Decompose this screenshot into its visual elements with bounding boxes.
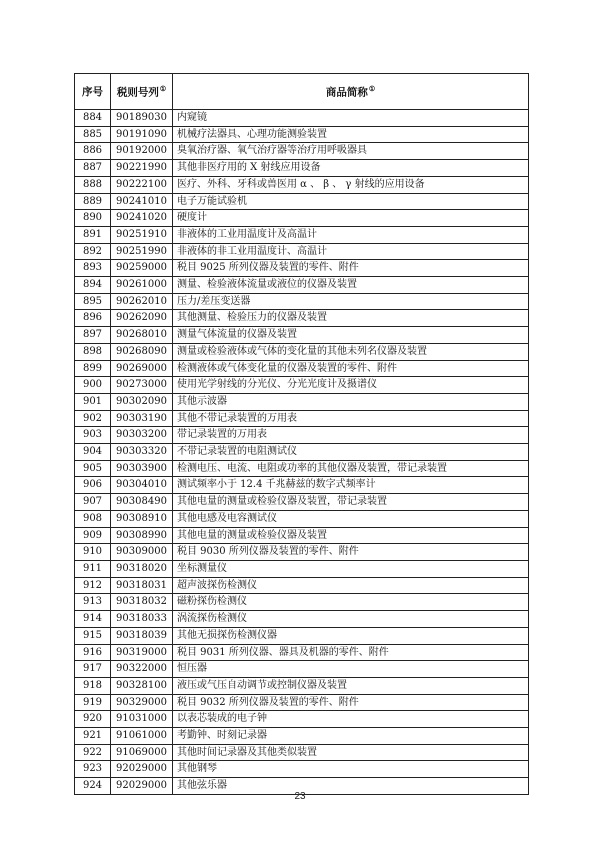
table-row (75, 611, 529, 628)
row-name-cell: 考勤钟、时刻记录器 (173, 728, 529, 745)
table-row (75, 126, 529, 143)
row-name-cell: 超声波探伤检测仪 (173, 577, 529, 594)
table-row (75, 728, 529, 745)
table-row (75, 110, 529, 127)
table-row (75, 711, 529, 728)
table-row (75, 360, 529, 377)
table-row (75, 677, 529, 694)
row-seq-cell: 888 (75, 176, 111, 193)
header-code-label: 税则号列 (116, 86, 159, 99)
row-name-cell: 压力/差压变送器 (173, 293, 529, 310)
row-code-cell: 90262090 (111, 310, 173, 327)
row-name-cell: 坐标测量仪 (173, 560, 529, 577)
row-code-cell: 92029000 (111, 778, 173, 795)
row-name-cell: 机械疗法器具、心理功能测验装置 (173, 126, 529, 143)
table-row (75, 661, 529, 678)
table-header-row (75, 74, 529, 110)
row-seq-cell: 921 (75, 728, 111, 745)
table-row (75, 143, 529, 160)
row-name-cell: 其他电量的测量或检验仪器及装置 (173, 527, 529, 544)
row-code-cell: 90303320 (111, 444, 173, 461)
row-code-cell: 90318020 (111, 560, 173, 577)
row-code-cell: 90189030 (111, 110, 173, 127)
row-seq-cell: 892 (75, 243, 111, 260)
table-row (75, 544, 529, 561)
row-seq-cell: 898 (75, 343, 111, 360)
row-code-cell: 90269000 (111, 360, 173, 377)
table-row (75, 761, 529, 778)
table-row (75, 176, 529, 193)
row-code-cell: 92029000 (111, 761, 173, 778)
row-name-cell: 其他时间记录器及其他类似装置 (173, 744, 529, 761)
row-seq-cell: 919 (75, 694, 111, 711)
row-code-cell: 90308990 (111, 527, 173, 544)
footnote-marker: ① (159, 83, 167, 93)
row-seq-cell: 913 (75, 594, 111, 611)
table-row (75, 377, 529, 394)
row-name-cell: 臭氧治疗器、氧气治疗器等治疗用呼吸器具 (173, 143, 529, 160)
row-code-cell: 91031000 (111, 711, 173, 728)
row-code-cell: 90221990 (111, 160, 173, 177)
row-code-cell: 90192000 (111, 143, 173, 160)
table-row (75, 510, 529, 527)
row-code-cell: 90304010 (111, 477, 173, 494)
row-seq-cell: 908 (75, 510, 111, 527)
row-seq-cell: 923 (75, 761, 111, 778)
table-row (75, 627, 529, 644)
table-row (75, 310, 529, 327)
page-number: 23 (294, 791, 306, 802)
row-seq-cell: 920 (75, 711, 111, 728)
table-row (75, 293, 529, 310)
table-row (75, 410, 529, 427)
table-row (75, 226, 529, 243)
row-name-cell: 以表芯装成的电子钟 (173, 711, 529, 728)
row-name-cell: 测量或检验液体或气体的变化量的其他未列名仪器及装置 (173, 343, 529, 360)
row-code-cell: 90319000 (111, 644, 173, 661)
table-row (75, 327, 529, 344)
header-seq-label: 序号 (82, 86, 103, 98)
row-seq-cell: 914 (75, 611, 111, 628)
header-seq (75, 74, 111, 110)
table-row (75, 527, 529, 544)
row-seq-cell: 915 (75, 627, 111, 644)
table-row (75, 494, 529, 511)
row-code-cell: 90191090 (111, 126, 173, 143)
header-name (173, 74, 529, 110)
table-row (75, 744, 529, 761)
row-name-cell: 其他无损探伤检测仪器 (173, 627, 529, 644)
row-code-cell: 90261000 (111, 277, 173, 294)
header-code (111, 74, 173, 110)
table-row (75, 477, 529, 494)
row-name-cell: 测量气体流量的仪器及装置 (173, 327, 529, 344)
row-code-cell: 90241020 (111, 210, 173, 227)
row-seq-cell: 886 (75, 143, 111, 160)
row-seq-cell: 909 (75, 527, 111, 544)
table-row (75, 560, 529, 577)
row-seq-cell: 896 (75, 310, 111, 327)
table-row (75, 644, 529, 661)
row-code-cell: 90273000 (111, 377, 173, 394)
table-row (75, 160, 529, 177)
row-code-cell: 90251910 (111, 226, 173, 243)
row-seq-cell: 897 (75, 327, 111, 344)
row-seq-cell: 902 (75, 410, 111, 427)
header-name-label: 商品简称 (325, 86, 368, 99)
table-row (75, 193, 529, 210)
row-code-cell: 90222100 (111, 176, 173, 193)
table-row (75, 427, 529, 444)
row-code-cell: 90303900 (111, 460, 173, 477)
row-name-cell: 非液体的工业用温度计及高温计 (173, 226, 529, 243)
row-seq-cell: 906 (75, 477, 111, 494)
table-row (75, 444, 529, 461)
row-seq-cell: 910 (75, 544, 111, 561)
row-seq-cell: 924 (75, 778, 111, 795)
row-code-cell: 90328100 (111, 677, 173, 694)
row-code-cell: 90318032 (111, 594, 173, 611)
row-seq-cell: 922 (75, 744, 111, 761)
row-code-cell: 90303190 (111, 410, 173, 427)
row-name-cell: 其他非医疗用的 X 射线应用设备 (173, 160, 529, 177)
row-name-cell: 电子万能试验机 (173, 193, 529, 210)
row-code-cell: 90303200 (111, 427, 173, 444)
footnote-marker: ① (368, 83, 376, 93)
row-name-cell: 使用光学射线的分光仪、分光光度计及摄谱仪 (173, 377, 529, 394)
table-body (75, 110, 529, 795)
row-seq-cell: 894 (75, 277, 111, 294)
row-code-cell: 90309000 (111, 544, 173, 561)
row-name-cell: 带记录装置的万用表 (173, 427, 529, 444)
row-name-cell: 涡流探伤检测仪 (173, 611, 529, 628)
row-name-cell: 液压或气压自动调节或控制仪器及装置 (173, 677, 529, 694)
row-code-cell: 91069000 (111, 744, 173, 761)
row-name-cell: 检测液体或气体变化量的仪器及装置的零件、附件 (173, 360, 529, 377)
row-name-cell: 其他示波器 (173, 393, 529, 410)
table-row (75, 210, 529, 227)
table-row (75, 577, 529, 594)
row-seq-cell: 911 (75, 560, 111, 577)
row-code-cell: 90259000 (111, 260, 173, 277)
row-seq-cell: 900 (75, 377, 111, 394)
row-name-cell: 税目 9031 所列仪器、器具及机器的零件、附件 (173, 644, 529, 661)
row-code-cell: 90322000 (111, 661, 173, 678)
table-row (75, 594, 529, 611)
row-seq-cell: 893 (75, 260, 111, 277)
row-seq-cell: 916 (75, 644, 111, 661)
row-code-cell: 90268010 (111, 327, 173, 344)
row-seq-cell: 912 (75, 577, 111, 594)
row-seq-cell: 918 (75, 677, 111, 694)
row-name-cell: 其他钢琴 (173, 761, 529, 778)
table-row (75, 343, 529, 360)
row-code-cell: 90262010 (111, 293, 173, 310)
row-seq-cell: 887 (75, 160, 111, 177)
row-name-cell: 测试频率小于 12.4 千兆赫兹的数字式频率计 (173, 477, 529, 494)
row-name-cell: 硬度计 (173, 210, 529, 227)
row-name-cell: 税目 9025 所列仪器及装置的零件、附件 (173, 260, 529, 277)
table-row (75, 393, 529, 410)
table-row (75, 277, 529, 294)
row-name-cell: 不带记录装置的电阻测试仪 (173, 444, 529, 461)
row-seq-cell: 890 (75, 210, 111, 227)
row-seq-cell: 905 (75, 460, 111, 477)
row-name-cell: 非液体的非工业用温度计、高温计 (173, 243, 529, 260)
row-name-cell: 其他电量的测量或检验仪器及装置，带记录装置 (173, 494, 529, 511)
row-seq-cell: 901 (75, 393, 111, 410)
table-row (75, 460, 529, 477)
row-name-cell: 税目 9030 所列仪器及装置的零件、附件 (173, 544, 529, 561)
row-code-cell: 90329000 (111, 694, 173, 711)
row-name-cell: 税目 9032 所列仪器及装置的零件、附件 (173, 694, 529, 711)
row-code-cell: 91061000 (111, 728, 173, 745)
row-seq-cell: 899 (75, 360, 111, 377)
row-seq-cell: 907 (75, 494, 111, 511)
row-name-cell: 内窥镜 (173, 110, 529, 127)
row-code-cell: 90241010 (111, 193, 173, 210)
row-code-cell: 90251990 (111, 243, 173, 260)
row-code-cell: 90302090 (111, 393, 173, 410)
row-seq-cell: 895 (75, 293, 111, 310)
row-code-cell: 90308490 (111, 494, 173, 511)
row-seq-cell: 884 (75, 110, 111, 127)
row-code-cell: 90308910 (111, 510, 173, 527)
row-seq-cell: 903 (75, 427, 111, 444)
table-row (75, 243, 529, 260)
row-name-cell: 其他不带记录装置的万用表 (173, 410, 529, 427)
row-name-cell: 测量、检验液体流量或液位的仪器及装置 (173, 277, 529, 294)
row-name-cell: 检测电压、电流、电阻或功率的其他仪器及装置，带记录装置 (173, 460, 529, 477)
row-seq-cell: 889 (75, 193, 111, 210)
row-name-cell: 磁粉探伤检测仪 (173, 594, 529, 611)
row-seq-cell: 885 (75, 126, 111, 143)
row-code-cell: 90318033 (111, 611, 173, 628)
table-row (75, 694, 529, 711)
row-seq-cell: 891 (75, 226, 111, 243)
tariff-table (74, 73, 529, 795)
row-seq-cell: 904 (75, 444, 111, 461)
row-name-cell: 其他测量、检验压力的仪器及装置 (173, 310, 529, 327)
row-name-cell: 恒压器 (173, 661, 529, 678)
row-code-cell: 90318031 (111, 577, 173, 594)
row-name-cell: 医疗、外科、牙科或兽医用 α 、 β 、 γ 射线的应用设备 (173, 176, 529, 193)
row-code-cell: 90268090 (111, 343, 173, 360)
row-name-cell: 其他弦乐器 (173, 778, 529, 795)
row-code-cell: 90318039 (111, 627, 173, 644)
row-name-cell: 其他电感及电容测试仪 (173, 510, 529, 527)
table-row (75, 260, 529, 277)
row-seq-cell: 917 (75, 661, 111, 678)
